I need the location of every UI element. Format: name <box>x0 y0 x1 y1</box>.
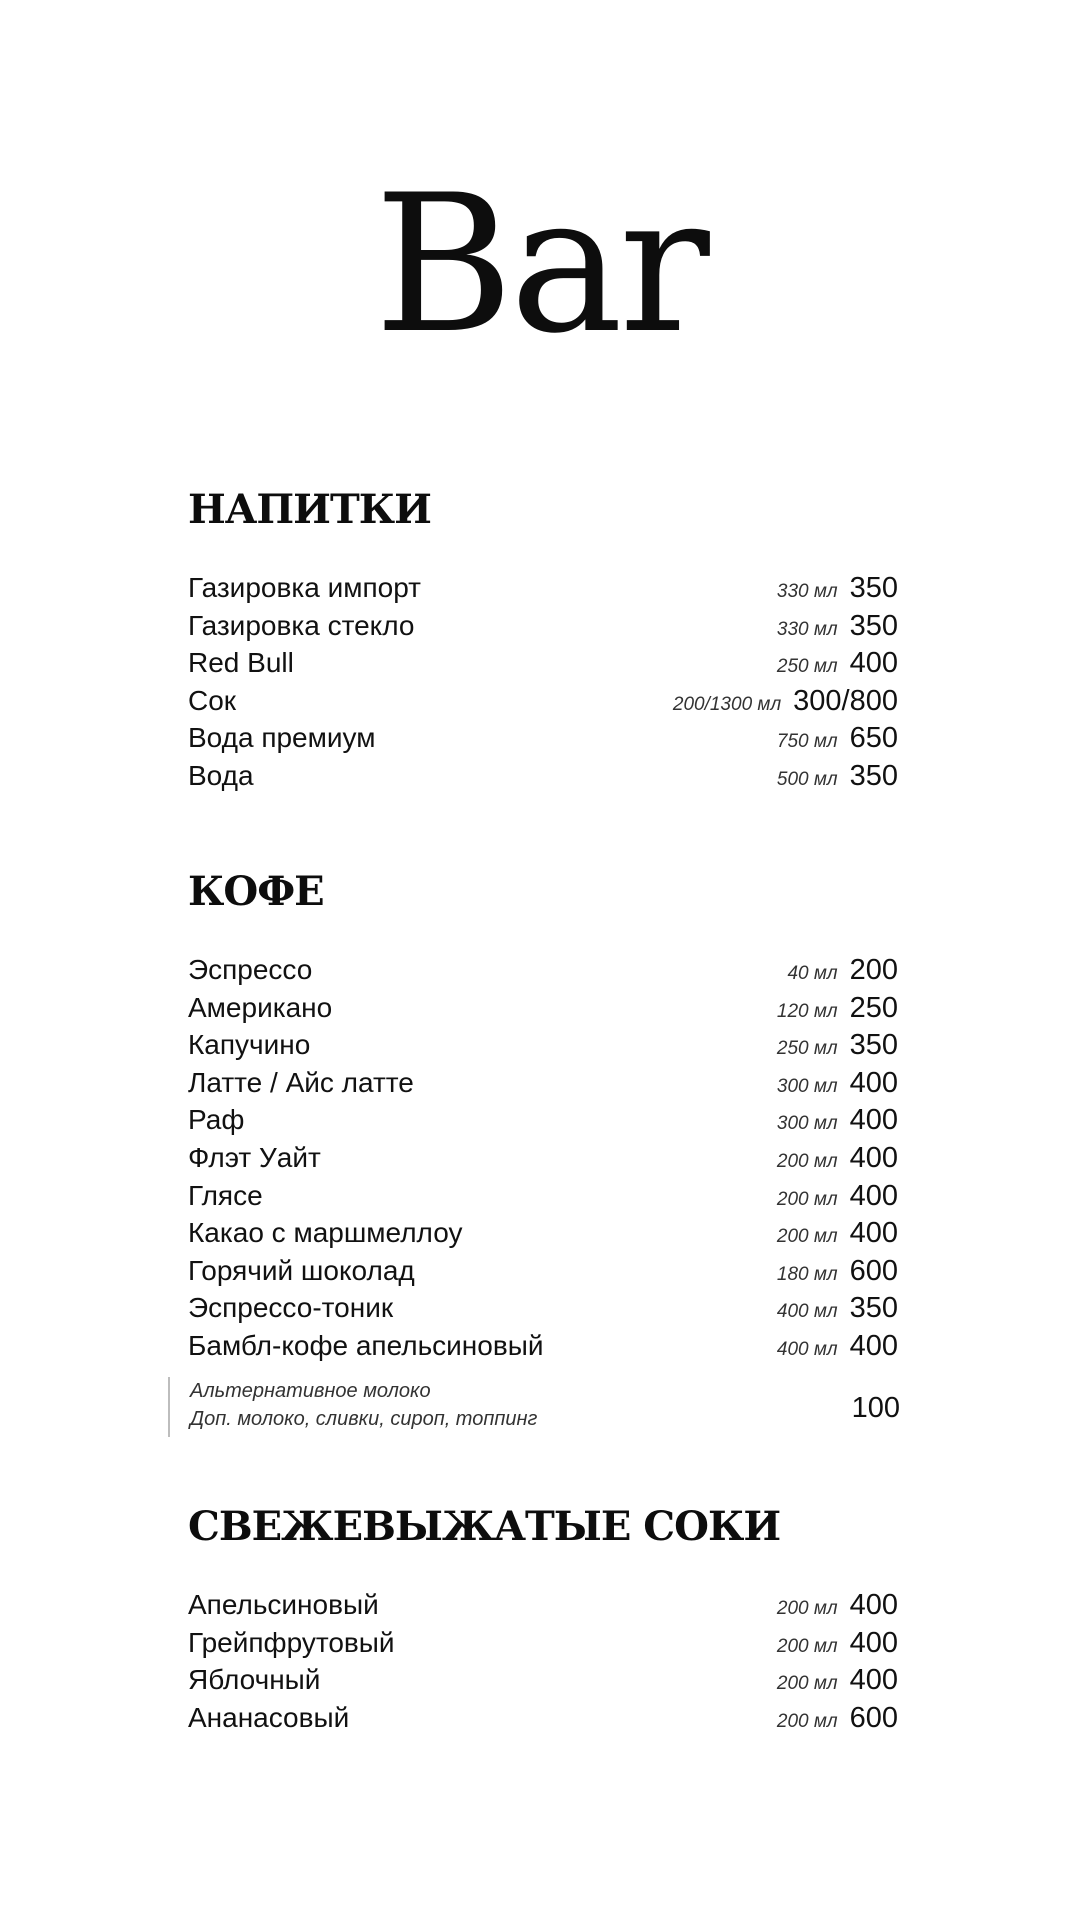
addons-line-alt-milk: Альтернативное молоко <box>190 1380 431 1402</box>
menu-item <box>188 1067 898 1105</box>
item-price: 400 <box>849 1664 898 1697</box>
menu-list <box>188 954 898 1368</box>
item-price: 400 <box>849 1179 898 1212</box>
menu-item <box>188 1217 898 1255</box>
item-name: Сок <box>188 684 237 716</box>
item-price: 400 <box>849 1217 898 1250</box>
menu-item <box>188 1702 898 1740</box>
item-volume: 400 мл <box>776 1338 838 1360</box>
item-name: Горячий шоколад <box>188 1254 415 1286</box>
item-name: Латте / Айс латте <box>188 1066 414 1098</box>
item-price: 600 <box>849 1254 898 1287</box>
menu-item <box>188 1180 898 1218</box>
item-price: 350 <box>849 1292 898 1325</box>
item-volume: 180 мл <box>776 1263 838 1285</box>
menu-item <box>188 1029 898 1067</box>
item-price: 650 <box>849 722 898 755</box>
item-volume: 40 мл <box>787 963 838 984</box>
menu-list <box>188 572 898 798</box>
item-volume: 330 мл <box>776 618 838 640</box>
item-name: Эспрессо <box>188 954 313 985</box>
item-name: Американо <box>188 991 333 1023</box>
item-volume: 200 мл <box>776 1710 838 1732</box>
menu-item <box>188 1589 898 1627</box>
item-name: Грейпфрутовый <box>188 1626 395 1658</box>
item-volume: 200 мл <box>776 1150 838 1172</box>
item-volume: 330 мл <box>776 581 838 602</box>
item-volume: 250 мл <box>776 656 838 678</box>
menu-item <box>188 1664 898 1702</box>
section-coffee <box>188 868 898 1368</box>
item-price: 350 <box>849 759 898 792</box>
page-title: Bar <box>374 154 706 375</box>
item-volume: 200 мл <box>776 1188 838 1210</box>
menu-item <box>188 1104 898 1142</box>
item-volume: 250 мл <box>776 1038 838 1060</box>
item-price: 600 <box>849 1701 898 1734</box>
item-price: 350 <box>849 609 898 642</box>
item-volume: 200 мл <box>776 1598 838 1619</box>
item-name: Бамбл-кофе апельсиновый <box>188 1329 544 1361</box>
item-price: 300/800 <box>793 684 898 717</box>
item-price: 250 <box>849 991 898 1024</box>
section-heading: КОФЕ <box>188 868 324 915</box>
item-volume: 500 мл <box>776 768 838 790</box>
section-heading: СВЕЖЕВЫЖАТЫЕ СОКИ <box>188 1503 781 1550</box>
item-volume: 200 мл <box>776 1635 838 1657</box>
item-volume: 750 мл <box>776 731 838 753</box>
menu-item <box>188 610 898 648</box>
menu-item <box>188 1255 898 1293</box>
item-name: Раф <box>188 1104 245 1136</box>
item-name: Яблочный <box>188 1664 321 1696</box>
addons-line-extras: Доп. молоко, сливки, сироп, топпинг <box>190 1408 538 1430</box>
item-price: 350 <box>849 1029 898 1062</box>
item-volume: 300 мл <box>776 1113 838 1135</box>
menu-item <box>188 1292 898 1330</box>
item-volume: 200 мл <box>776 1226 838 1248</box>
item-price: 200 <box>849 954 898 986</box>
menu-item <box>188 1627 898 1665</box>
item-name: Вода премиум <box>188 722 376 754</box>
menu-item <box>188 992 898 1030</box>
item-name: Какао с маршмеллоу <box>188 1217 463 1249</box>
section-heading: НАПИТКИ <box>188 486 431 533</box>
addons-note-text <box>190 1377 537 1433</box>
item-price: 350 <box>849 572 898 604</box>
addons-price: 100 <box>851 1392 900 1424</box>
item-volume: 120 мл <box>776 1000 838 1022</box>
item-name: Апельсиновый <box>188 1589 379 1620</box>
menu-item <box>188 722 898 760</box>
menu-item <box>188 760 898 798</box>
item-name: Эспрессо-тоник <box>188 1292 394 1324</box>
menu-item <box>188 954 898 992</box>
item-price: 400 <box>849 647 898 680</box>
item-price: 400 <box>849 1329 898 1362</box>
menu-item <box>188 1330 898 1368</box>
menu-item <box>188 572 898 610</box>
item-name: Ананасовый <box>188 1701 350 1733</box>
item-name: Газировка стекло <box>188 609 415 641</box>
item-name: Газировка импорт <box>188 572 421 603</box>
item-name: Глясе <box>188 1179 263 1211</box>
item-price: 400 <box>849 1589 898 1621</box>
item-volume: 200 мл <box>776 1673 838 1695</box>
section-drinks <box>188 486 898 798</box>
item-price: 400 <box>849 1066 898 1099</box>
item-volume: 300 мл <box>776 1075 838 1097</box>
menu-item <box>188 647 898 685</box>
item-price: 400 <box>849 1141 898 1174</box>
item-name: Вода <box>188 759 254 791</box>
item-name: Red Bull <box>188 647 294 679</box>
item-volume: 400 мл <box>776 1301 838 1323</box>
item-name: Флэт Уайт <box>188 1141 321 1173</box>
menu-list <box>188 1589 898 1739</box>
item-price: 400 <box>849 1104 898 1137</box>
addons-note <box>168 1377 900 1437</box>
item-name: Капучино <box>188 1029 311 1061</box>
menu-item <box>188 685 898 723</box>
section-fresh-juices <box>188 1503 898 1739</box>
menu-item <box>188 1142 898 1180</box>
item-price: 400 <box>849 1626 898 1659</box>
item-volume: 200/1300 мл <box>672 693 782 715</box>
